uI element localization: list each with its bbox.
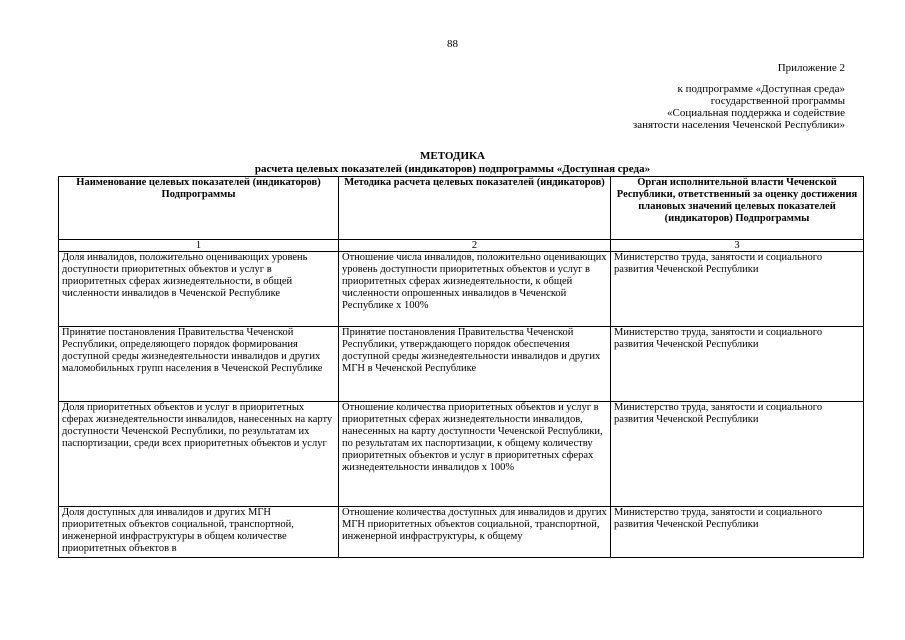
authority-cell: Министерство труда, занятости и социального развития Чеченской Республики <box>611 507 864 558</box>
indicators-table <box>58 176 864 558</box>
appendix-title: Приложение 2 <box>777 62 845 74</box>
table-header-row <box>59 177 864 240</box>
indicator-name-cell: Доля инвалидов, положительно оценивающих уровень доступности приоритетных объектов и услуг в приоритетных сферах жизнедеятельности, в общей численности инвалидов в Чеченской Республике <box>59 252 339 327</box>
table-header-cell: Методика расчета целевых показателей (индикаторов) <box>339 177 611 240</box>
column-number: 2 <box>339 240 611 252</box>
appendix-line: занятости населения Чеченской Республики» <box>632 119 845 131</box>
column-number: 1 <box>59 240 339 252</box>
indicator-name-cell: Принятие постановления Правительства Чеченской Республики, определяющего порядок формирования доступной среды жизнедеятельности инвалидов и других маломобильных групп населения в Чеченской Республике <box>59 327 339 402</box>
appendix-subtitle <box>525 83 845 131</box>
appendix-line: государственной программы <box>710 95 845 107</box>
table-row <box>59 252 864 327</box>
method-cell: Отношение числа инвалидов, положительно оценивающих уровень доступности приоритетных объектов и услуг в приоритетных сферах жизнедеятельности, к общей численности опрошенных инвалидов в Чеченской Республике х 100% <box>339 252 611 327</box>
column-number-row <box>59 240 864 252</box>
indicator-name-cell: Доля приоритетных объектов и услуг в приоритетных сферах жизнедеятельности инвалидов, нанесенных на карту доступности Чеченской Республики, по результатам их паспортизации, среди всех приоритетных объектов и услуг <box>59 402 339 507</box>
method-cell: Принятие постановления Правительства Чеченской Республики, утверждающего порядок обеспечения доступной среды жизнедеятельности инвалидов и других МГН в Чеченской Республике <box>339 327 611 402</box>
table-header-cell: Наименование целевых показателей (индикаторов) Подпрограммы <box>59 177 339 240</box>
table-row <box>59 402 864 507</box>
appendix-line: к подпрограмме «Доступная среда» <box>677 83 845 95</box>
authority-cell: Министерство труда, занятости и социального развития Чеченской Республики <box>611 327 864 402</box>
table-header-cell: Орган исполнительной власти Чеченской Республики, ответственный за оценку достижения плановых значений целевых показателей (индикаторов) Подпрограммы <box>611 177 864 240</box>
authority-cell: Министерство труда, занятости и социального развития Чеченской Республики <box>611 402 864 507</box>
page-number: 88 <box>447 38 458 50</box>
table-row <box>59 507 864 558</box>
method-cell: Отношение количества приоритетных объектов и услуг в приоритетных сферах жизнедеятельности инвалидов, нанесенных на карту доступности Чеченской Республики, по результатам их паспортизации, к общему количеству приоритетных объектов и услуг в приоритетных сферах жизнедеятельности инвалидов х 100% <box>339 402 611 507</box>
table-row <box>59 327 864 402</box>
method-cell: Отношение количества доступных для инвалидов и других МГН приоритетных объектов социальной, транспортной, инженерной инфраструктуры, к общему <box>339 507 611 558</box>
column-number: 3 <box>611 240 864 252</box>
authority-cell: Министерство труда, занятости и социального развития Чеченской Республики <box>611 252 864 327</box>
appendix-line: «Социальная поддержка и содействие <box>667 107 845 119</box>
indicator-name-cell: Доля доступных для инвалидов и других МГН приоритетных объектов социальной, транспортной, инженерной инфраструктуры в общем количестве приоритетных объектов в <box>59 507 339 558</box>
document-title: МЕТОДИКА <box>420 150 485 162</box>
document-subtitle: расчета целевых показателей (индикаторов) подпрограммы «Доступная среда» <box>254 163 651 175</box>
